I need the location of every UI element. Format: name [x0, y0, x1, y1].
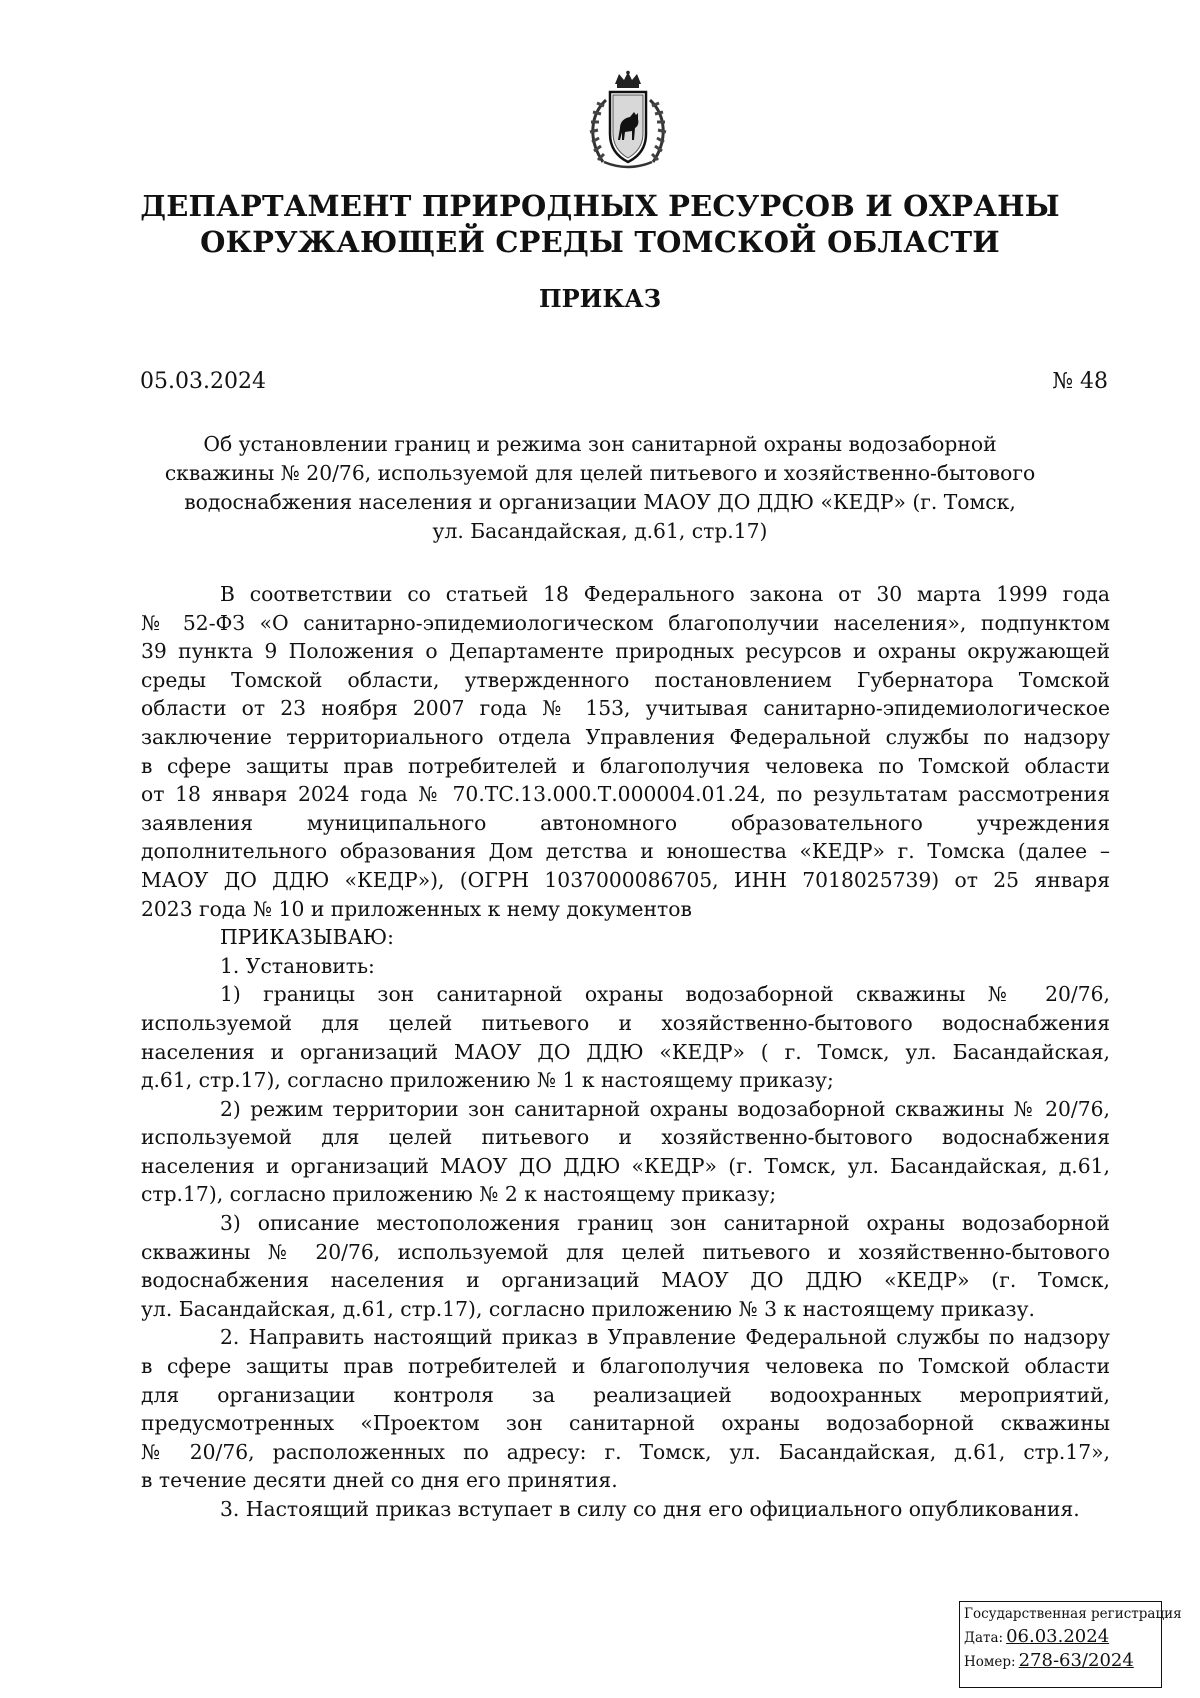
- clause-2-line: для организации контроля за реализацией водоохранных мероприятий,: [141, 1382, 1110, 1407]
- registration-date-row: [964, 1626, 1161, 1647]
- body-line: от 18 января 2024 года № 70.ТС.13.000.Т.000004.01.24, по результатам рассмотрения: [141, 782, 1110, 807]
- clause-1-2-line: 2) режим территории зон санитарной охраны водозаборной скважины № 20/76,: [220, 1096, 1110, 1121]
- order-date: 05.03.2024: [140, 369, 266, 394]
- registration-number-value: 278-63/2024: [1018, 1650, 1134, 1671]
- body-line: № 52-ФЗ «О санитарно-эпидемиологическом благополучии населения», подпунктом: [141, 610, 1110, 635]
- clause-1-3-line: ул. Басандайская, д.61, стр.17), согласно приложению № 3 к настоящему приказу.: [141, 1296, 1035, 1321]
- body-line: В соответствии со статьей 18 Федерального закона от 30 марта 1999 года: [220, 582, 1110, 606]
- body-line: 2023 года № 10 и приложенных к нему документов: [141, 896, 692, 921]
- registration-date-label: Дата:: [964, 1630, 1004, 1646]
- clause-1-1-line: населения и организаций МАОУ ДО ДДЮ «КЕДР» ( г. Томск, ул. Басандайская,: [141, 1039, 1110, 1064]
- clause-1-1-line: 1) границы зон санитарной охраны водозаборной скважины № 20/76,: [220, 982, 1110, 1007]
- body-line: заявления муниципального автономного образовательного учреждения: [141, 810, 1110, 835]
- body-line: в сфере защиты прав потребителей и благополучия человека по Томской области: [141, 753, 1110, 778]
- clause-2-line: № 20/76, расположенных по адресу: г. Томск, ул. Басандайская, д.61, стр.17»,: [141, 1439, 1110, 1464]
- body-line: МАОУ ДО ДДЮ «КЕДР»), (ОГРН 1037000086705, ИНН 7018025739) от 25 января: [141, 867, 1110, 892]
- registration-date-value: 06.03.2024: [1006, 1626, 1110, 1647]
- body-line: 39 пункта 9 Положения о Департаменте природных ресурсов и охраны окружающей: [141, 639, 1110, 664]
- clause-2-line: предусмотренных «Проектом зон санитарной охраны водозаборной скважины: [141, 1411, 1110, 1436]
- department-title-line2: ОКРУЖАЮЩЕЙ СРЕДЫ ТОМСКОЙ ОБЛАСТИ: [200, 225, 1000, 259]
- subject-line: водоснабжения населения и организации МАОУ ДО ДДЮ «КЕДР» (г. Томск,: [184, 490, 1016, 514]
- clause-1-2-line: стр.17), согласно приложению № 2 к настоящему приказу;: [141, 1182, 777, 1207]
- clause-2-line: в течение десяти дней со дня его принятия.: [141, 1468, 618, 1493]
- body-line: заключение территориального отдела Управления Федеральной службы по надзору: [141, 724, 1110, 749]
- registration-number-row: [964, 1650, 1161, 1671]
- coat-of-arms-emblem: [568, 70, 688, 175]
- clause-1-1-line: д.61, стр.17), согласно приложению № 1 к настоящему приказу;: [141, 1068, 834, 1093]
- clause-1-2-line: используемой для целей питьевого и хозяйственно-бытового водоснабжения: [141, 1125, 1110, 1150]
- registration-stamp: [959, 1601, 1182, 1688]
- department-title-line1: ДЕПАРТАМЕНТ ПРИРОДНЫХ РЕСУРСОВ И ОХРАНЫ: [140, 189, 1060, 223]
- clause-1-heading: 1. Установить:: [220, 953, 375, 978]
- document-type-heading: ПРИКАЗ: [538, 284, 662, 313]
- clause-2-line: 2. Направить настоящий приказ в Управление Федеральной службы по надзору: [220, 1325, 1110, 1350]
- clause-3-line: 3. Настоящий приказ вступает в силу со дня его официального опубликования.: [220, 1497, 1080, 1521]
- registration-title: Государственная регистрация: [964, 1606, 1182, 1622]
- registration-number-label: Номер:: [964, 1654, 1016, 1670]
- clause-1-1-line: используемой для целей питьевого и хозяйственно-бытового водоснабжения: [141, 1010, 1110, 1035]
- clause-1-3-line: скважины № 20/76, используемой для целей питьевого и хозяйственно-бытового: [141, 1239, 1110, 1264]
- order-number: № 48: [1052, 369, 1108, 394]
- subject-line: скважины № 20/76, используемой для целей питьевого и хозяйственно-бытового: [164, 461, 1036, 485]
- clause-1-3-line: 3) описание местоположения границ зон санитарной охраны водозаборной: [220, 1211, 1110, 1236]
- order-subject: [160, 430, 1040, 546]
- clause-1-2-line: населения и организаций МАОУ ДО ДДЮ «КЕДР» (г. Томск, ул. Басандайская, д.61,: [141, 1153, 1110, 1178]
- body-line: области от 23 ноября 2007 года № 153, учитывая санитарно-эпидемиологическое: [141, 696, 1110, 721]
- body-line: дополнительного образования Дом детства и юношества «КЕДР» г. Томска (далее –: [141, 839, 1110, 864]
- clause-1-3-line: водоснабжения населения и организаций МАОУ ДО ДДЮ «КЕДР» (г. Томск,: [141, 1268, 1110, 1293]
- subject-line: ул. Басандайская, д.61, стр.17): [432, 519, 768, 543]
- order-body: [141, 580, 1110, 1524]
- clause-2-line: в сфере защиты прав потребителей и благополучия человека по Томской области: [141, 1354, 1110, 1379]
- body-line: среды Томской области, утвержденного постановлением Губернатора Томской: [141, 667, 1110, 692]
- order-directive: ПРИКАЗЫВАЮ:: [220, 925, 394, 950]
- subject-line: Об установлении границ и режима зон санитарной охраны водозаборной: [203, 432, 997, 456]
